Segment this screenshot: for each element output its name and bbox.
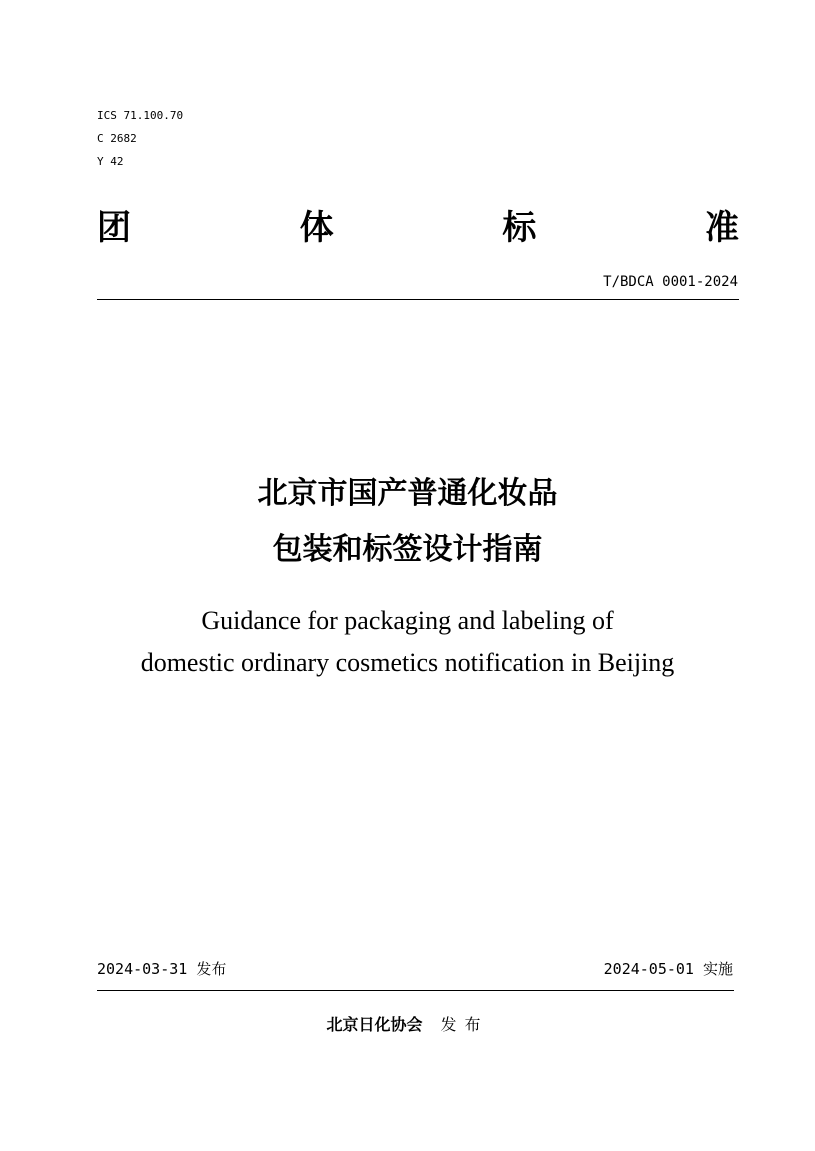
standard-kind-char: 团 (97, 208, 131, 248)
standard-kind-char: 体 (299, 208, 334, 248)
publisher-action: 发布 (440, 1015, 489, 1034)
top-divider (97, 299, 739, 300)
publisher-organization: 北京日化协会 (326, 1015, 423, 1034)
chinese-title-line-1: 北京市国产普通化妆品 (257, 476, 558, 511)
category-code: Y 42 (97, 155, 124, 168)
ccs-code: C 2682 (97, 132, 137, 145)
chinese-title-line-2: 包装和标签设计指南 (272, 532, 543, 567)
standard-kind-heading (97, 206, 739, 250)
classification-codes (97, 104, 183, 173)
publisher-line (0, 1013, 815, 1037)
implementation-date: 2024-05-01 实施 (603, 960, 733, 978)
standard-number: T/BDCA 0001-2024 (603, 274, 738, 290)
english-title-line-2: domestic ordinary cosmetics notification in Beijing (140, 648, 675, 677)
standard-kind-char: 标 (502, 208, 537, 248)
bottom-divider (97, 990, 734, 991)
standard-kind-char: 准 (704, 208, 739, 248)
ics-code: ICS 71.100.70 (97, 109, 184, 122)
issue-date: 2024-03-31 发布 (97, 960, 227, 978)
english-title-line-1: Guidance for packaging and labeling of (201, 606, 614, 635)
